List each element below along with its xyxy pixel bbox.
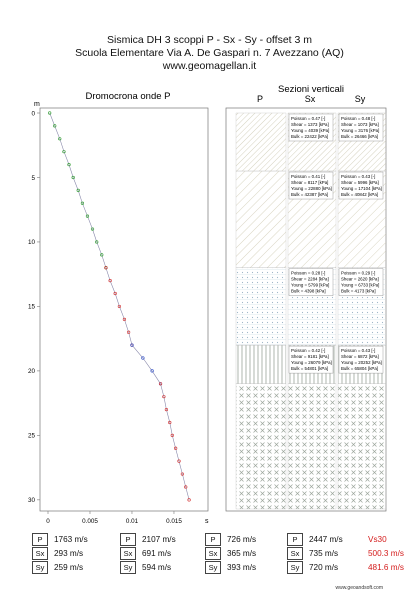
wave-type-key: Sy [32, 561, 48, 574]
wave-type-key: Sy [120, 561, 136, 574]
y-tick-label: 0 [31, 110, 35, 118]
wave-type-key: Sx [287, 547, 303, 560]
info-line: Young = 17104 [kPa] [341, 186, 382, 192]
velocity-value: 500.3 m/s [368, 549, 404, 558]
info-line: Shear = 1373 [kPa] [291, 122, 329, 127]
velocity-value: Vs30 [368, 535, 387, 544]
layer-info-sy [339, 346, 383, 373]
layer-block [236, 113, 286, 171]
wave-type-key: P [205, 533, 221, 546]
velocity-value: 393 m/s [227, 563, 257, 572]
info-line: Bulk = 4398 [kPa] [291, 288, 326, 294]
velocity-block [362, 533, 419, 579]
velocity-value: 1763 m/s [54, 535, 88, 544]
layer-info-sy [339, 172, 383, 199]
info-line: Bulk = 65804 [kPa] [341, 366, 378, 372]
dromocrona-chart [28, 91, 209, 525]
chart-title: Dromocrona onde P [85, 91, 171, 102]
velocity-value: 735 m/s [309, 549, 339, 558]
wave-type-key: Sy [205, 561, 221, 574]
velocity-value: 293 m/s [54, 549, 84, 558]
series-line [50, 113, 106, 268]
footer-credit: www.geoandsoft.com [335, 585, 383, 591]
wave-type-key: Sx [205, 547, 221, 560]
layer-block [338, 384, 386, 509]
series-line [161, 384, 190, 500]
wave-type-key: P [287, 533, 303, 546]
x-tick-label: 0.005 [82, 518, 98, 525]
info-line: Shear = 2620 [kPa] [341, 276, 379, 282]
info-line: Young = 26079 [kPa] [291, 360, 332, 366]
info-line: Shear = 1073 [kPa] [341, 122, 379, 127]
y-tick-label: 15 [27, 303, 35, 311]
info-line: Shear = 9181 [kPa] [291, 354, 329, 360]
data-point [48, 112, 51, 115]
info-line: Bulk = 54801 [kPa] [291, 366, 328, 372]
report-title: Sismica DH 3 scoppi P - Sx - Sy - offset 3 m [106, 34, 312, 46]
info-line: Shear = 2284 [kPa] [291, 276, 329, 282]
velocity-value: 481.6 m/s [368, 563, 404, 572]
layer-info-sy [339, 269, 383, 296]
layer-block [236, 345, 286, 384]
wave-type-key: P [120, 533, 136, 546]
x-tick-label: 0 [46, 518, 50, 525]
info-line: Poisson = 0.28 [-] [291, 270, 326, 276]
y-tick-label: 10 [27, 239, 35, 247]
info-line: Bulk = 40842 [kPa] [341, 192, 378, 198]
layer-info-sx [289, 346, 333, 373]
wave-type-key: Sx [120, 547, 136, 560]
sections-title: Sezioni verticali [278, 84, 344, 95]
layer-info-sx [289, 269, 333, 296]
layer-info-sx [289, 172, 333, 199]
info-line: Shear = 8117 [kPa] [291, 180, 329, 186]
info-line: Young = 20252 [kPa] [341, 360, 382, 366]
info-line: Young = 4039 [kPa] [291, 128, 330, 133]
x-tick-label: 0.01 [125, 518, 139, 525]
info-line: Young = 3176 [kPa] [341, 128, 380, 133]
info-line: Shear = 6872 [kPa] [341, 354, 379, 360]
column-header-sy: Sy [354, 94, 366, 104]
wave-type-key: Sy [287, 561, 303, 574]
layer-block [236, 171, 286, 268]
column-header-p: P [256, 94, 264, 104]
info-line: Bulk = 22422 [kPa] [291, 134, 328, 139]
layer-info-sx [289, 114, 333, 141]
x-axis-label: s [205, 518, 209, 525]
plot-frame [40, 108, 208, 511]
layer-block [236, 268, 286, 345]
velocity-value: 594 m/s [142, 563, 172, 572]
velocity-block [285, 533, 365, 579]
sezioni-verticali [226, 84, 386, 511]
info-line: Poisson = 0.42 [-] [291, 348, 326, 354]
series-line [132, 345, 161, 384]
info-line: Poisson = 0.47 [-] [291, 116, 326, 121]
velocity-value: 259 m/s [54, 563, 84, 572]
info-line: Poisson = 0.41 [-] [291, 174, 326, 180]
velocity-value: 365 m/s [227, 549, 257, 558]
wave-type-key: Sx [32, 547, 48, 560]
y-tick-label: 30 [27, 497, 35, 505]
layer-block [236, 384, 286, 509]
velocity-value: 726 m/s [227, 535, 257, 544]
y-tick-label: 5 [31, 174, 35, 182]
velocity-block [203, 533, 283, 579]
wave-type-key: P [32, 533, 48, 546]
info-line: Bulk = 26466 [kPa] [341, 134, 378, 139]
velocity-value: 2107 m/s [142, 535, 176, 544]
velocity-value: 720 m/s [309, 563, 339, 572]
y-axis-label: m [34, 101, 40, 108]
info-line: Poisson = 0.29 [-] [341, 270, 376, 276]
layer-block [288, 384, 336, 509]
velocity-block [30, 533, 110, 579]
info-line: Shear = 5996 [kPa] [341, 180, 379, 186]
info-line: Bulk = 4173 [kPa] [341, 288, 376, 294]
report-subtitle: Scuola Elementare Via A. De Gaspari n. 7 Avezzano (AQ) [75, 47, 344, 59]
velocity-block [118, 533, 198, 579]
velocity-value: 2447 m/s [309, 535, 343, 544]
info-line: Poisson = 0.43 [-] [341, 174, 376, 180]
results-panel [30, 533, 404, 579]
column-header-sx: Sx [304, 94, 316, 104]
info-line: Young = 5799 [kPa] [291, 282, 330, 288]
info-line: Young = 22880 [kPa] [291, 186, 332, 192]
y-tick-label: 25 [27, 432, 35, 440]
website-link[interactable]: www.geomagellan.it [162, 60, 257, 72]
layer-info-sy [339, 114, 383, 141]
info-line: Poisson = 0.43 [-] [341, 348, 376, 354]
info-line: Bulk = 42387 [kPa] [291, 192, 328, 198]
x-tick-label: 0.015 [166, 518, 182, 525]
y-tick-label: 20 [27, 368, 35, 376]
info-line: Young = 6733 [kPa] [341, 282, 380, 288]
velocity-value: 691 m/s [142, 549, 172, 558]
info-line: Poisson = 0.48 [-] [341, 116, 376, 121]
